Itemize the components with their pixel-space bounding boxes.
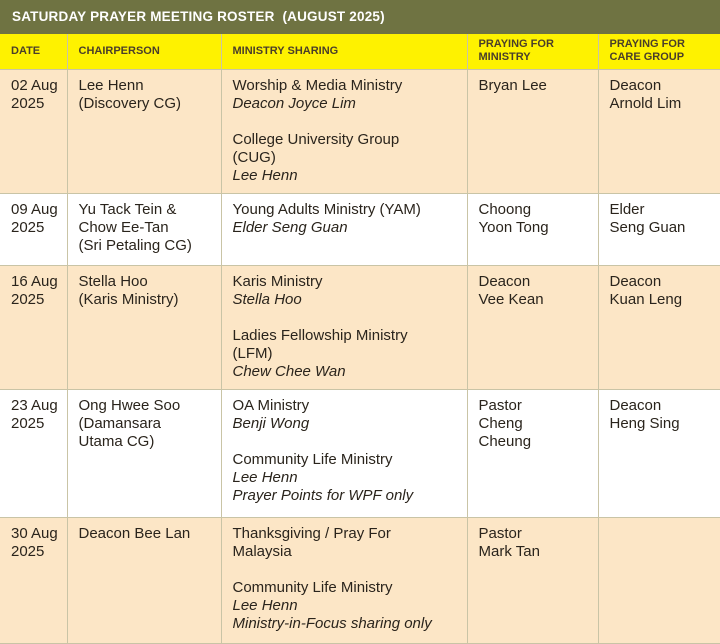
date-cell: 02 Aug 2025 (0, 69, 67, 193)
praying-ministry-cell: Pastor Mark Tan (467, 517, 598, 643)
chairperson-cell: Deacon Bee Lan (67, 517, 221, 643)
ministry-sharing-cell: Karis Ministry Stella Hoo Ladies Fellowship Ministry (LFM) Chew Chee Wan (221, 265, 467, 389)
chairperson-cell: Ong Hwee Soo (Damansara Utama CG) (67, 389, 221, 517)
praying-care-group-cell: Elder Seng Guan (598, 193, 720, 265)
ministry-sharing-cell: Worship & Media Ministry Deacon Joyce Lim College University Group (CUG) Lee Henn (221, 69, 467, 193)
date-cell: 23 Aug 2025 (0, 389, 67, 517)
date-cell: 30 Aug 2025 (0, 517, 67, 643)
ministry-sharing-cell: Young Adults Ministry (YAM) Elder Seng Guan (221, 193, 467, 265)
date-cell: 09 Aug 2025 (0, 193, 67, 265)
roster-title: SATURDAY PRAYER MEETING ROSTER (AUGUST 2025) (0, 0, 720, 34)
praying-care-group-cell: Deacon Kuan Leng (598, 265, 720, 389)
table-row (0, 389, 720, 517)
table-row (0, 517, 720, 643)
header-row (0, 34, 720, 69)
header-ministry-sharing: MINISTRY SHARING (221, 34, 467, 69)
praying-care-group-cell: Deacon Arnold Lim (598, 69, 720, 193)
chairperson-cell: Stella Hoo (Karis Ministry) (67, 265, 221, 389)
ministry-sharing-cell: Thanksgiving / Pray For Malaysia Community Life Ministry Lee Henn Ministry-in-Focus sharing only (221, 517, 467, 643)
header-chairperson: CHAIRPERSON (67, 34, 221, 69)
table-row (0, 193, 720, 265)
praying-ministry-cell: Deacon Vee Kean (467, 265, 598, 389)
praying-ministry-cell: Choong Yoon Tong (467, 193, 598, 265)
ministry-sharing-cell: OA Ministry Benji Wong Community Life Ministry Lee Henn Prayer Points for WPF only (221, 389, 467, 517)
table-row (0, 69, 720, 193)
header-praying-for-ministry: PRAYING FOR MINISTRY (467, 34, 598, 69)
praying-ministry-cell: Bryan Lee (467, 69, 598, 193)
roster-table (0, 34, 720, 644)
praying-care-group-cell: Deacon Heng Sing (598, 389, 720, 517)
chairperson-cell: Lee Henn (Discovery CG) (67, 69, 221, 193)
header-praying-for-care-group: PRAYING FOR CARE GROUP (598, 34, 720, 69)
praying-care-group-cell (598, 517, 720, 643)
chairperson-cell: Yu Tack Tein & Chow Ee-Tan (Sri Petaling CG) (67, 193, 221, 265)
date-cell: 16 Aug 2025 (0, 265, 67, 389)
header-date: DATE (0, 34, 67, 69)
praying-ministry-cell: Pastor Cheng Cheung (467, 389, 598, 517)
table-row (0, 265, 720, 389)
